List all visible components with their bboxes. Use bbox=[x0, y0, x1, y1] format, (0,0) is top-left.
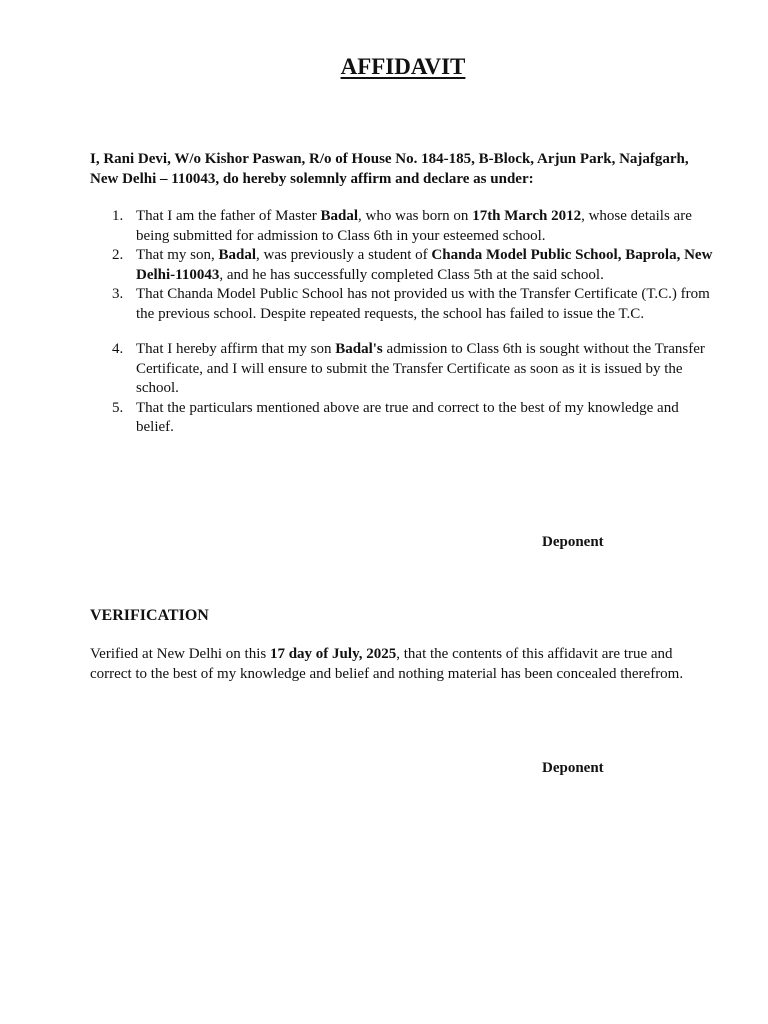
item-text: That I am the father of Master Badal, who was born on 17th March 2012, whose details are being submitted for admission to Class 6th in your esteemed school. bbox=[136, 208, 692, 244]
item-text: That the particulars mentioned above are true and correct to the best of my knowledge and belief. bbox=[136, 399, 679, 435]
item-number: 1. bbox=[112, 208, 124, 224]
item-number: 4. bbox=[112, 341, 124, 357]
item-text: That my son, Badal, was previously a student of Chanda Model Public School, Baprola, New Delhi-110043, and he has successfully completed Class 5th at the said school. bbox=[136, 247, 713, 283]
item-number: 3. bbox=[112, 286, 124, 302]
document-title: AFFIDAVIT bbox=[340, 54, 466, 79]
list-item bbox=[90, 246, 720, 285]
deponent-label-verification: Deponent bbox=[542, 760, 604, 776]
item-text: That Chanda Model Public School has not provided us with the Transfer Certificate (T.C.) from the previous school. Despite repeated requests, the school has failed to issue the T.C. bbox=[136, 286, 710, 322]
list-item bbox=[90, 285, 720, 324]
item-number: 5. bbox=[112, 399, 124, 416]
list-item bbox=[90, 399, 720, 438]
declaration-list bbox=[90, 207, 720, 438]
item-text: That I hereby affirm that my son Badal's admission to Class 6th is sought without the Transfer Certificate, and I will ensure to submit the Transfer Certificate as soon as it is issued by the school. bbox=[136, 341, 705, 396]
deponent-label: Deponent bbox=[542, 534, 604, 550]
list-item bbox=[90, 340, 720, 399]
verification-text: Verified at New Delhi on this 17 day of July, 2025, that the contents of this affidavit are true and correct to the best of my knowledge and belief and nothing material has been concealed therefrom. bbox=[90, 646, 684, 682]
verification-heading: VERIFICATION bbox=[90, 607, 209, 624]
item-number: 2. bbox=[112, 247, 124, 263]
intro-paragraph: I, Rani Devi, W/o Kishor Paswan, R/o of House No. 184-185, B-Block, Arjun Park, Najafgarh, New Delhi – 110043, do hereby solemnly affirm and declare as under: bbox=[90, 151, 689, 187]
list-item bbox=[90, 207, 720, 246]
